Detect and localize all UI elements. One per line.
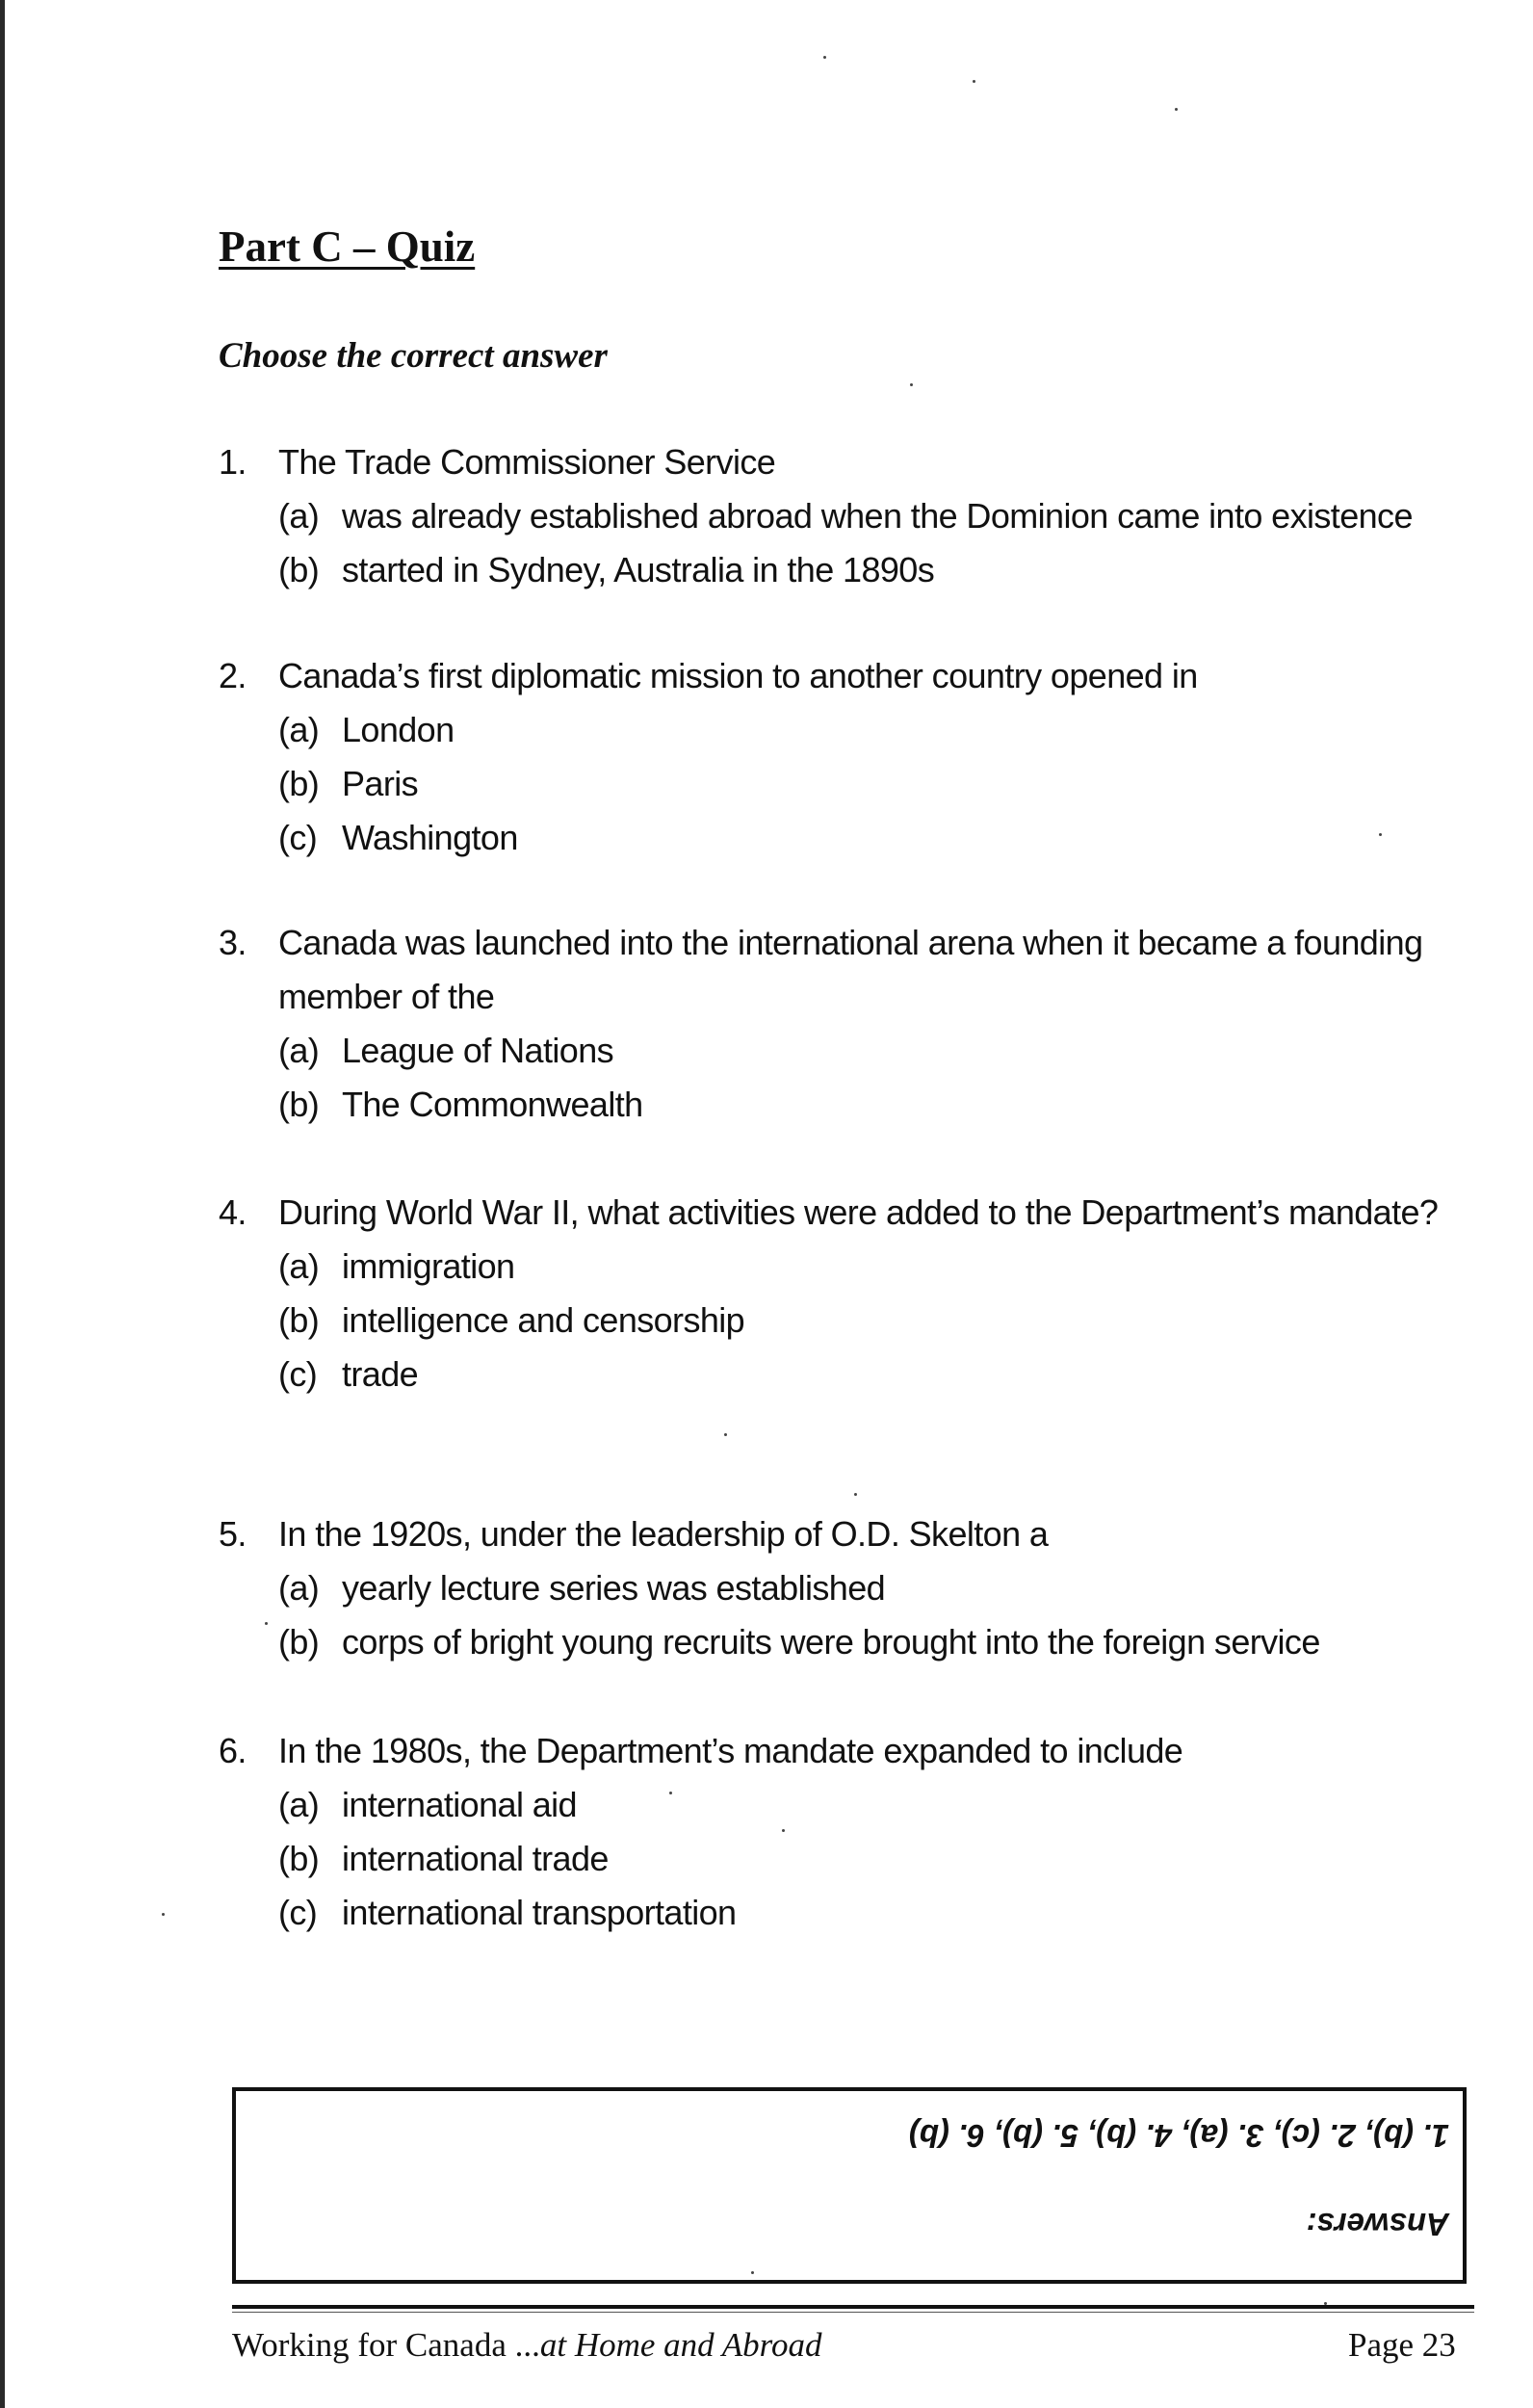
quiz-question [219, 1507, 1461, 1669]
answer-option [278, 1240, 1461, 1294]
option-letter: (a) [278, 1246, 320, 1286]
answer-option [278, 1886, 1461, 1940]
answer-option [278, 1615, 1461, 1669]
answer-options [278, 1561, 1461, 1669]
upside-down-answers [236, 2091, 1463, 2280]
answer-option [278, 489, 1461, 543]
answer-options [278, 703, 1461, 865]
answer-key-box [232, 2087, 1467, 2284]
option-text: intelligence and censorship [342, 1300, 745, 1340]
option-letter: (a) [278, 496, 320, 536]
answer-options [278, 1240, 1461, 1401]
publication-title-plain: Working for Canada ... [232, 2326, 540, 2364]
option-letter: (c) [278, 818, 318, 857]
option-letter: (c) [278, 1893, 318, 1932]
option-letter: (b) [278, 550, 320, 589]
option-text: London [342, 710, 455, 749]
question-number: 6. [219, 1731, 247, 1770]
question-text: In the 1980s, the Department’s mandate expanded to include [278, 1731, 1183, 1770]
answer-option [278, 757, 1461, 811]
answer-options [278, 489, 1461, 597]
answers-key: 1. (b), 2. (c), 3. (a), 4. (b), 5. (b), 6. (b) [908, 2118, 1449, 2154]
option-letter: (a) [278, 710, 320, 749]
option-letter: (a) [278, 1785, 320, 1824]
option-text: international trade [342, 1839, 609, 1878]
option-letter: (b) [278, 1622, 320, 1662]
question-number: 1. [219, 442, 247, 482]
option-text: started in Sydney, Australia in the 1890s [342, 550, 935, 589]
option-text: immigration [342, 1246, 515, 1286]
answer-option [278, 1024, 1461, 1078]
option-text: The Commonwealth [342, 1085, 643, 1124]
footer-rule [232, 2305, 1474, 2309]
option-letter: (b) [278, 764, 320, 803]
option-text: trade [342, 1354, 419, 1394]
answer-options [278, 1778, 1461, 1940]
question-number: 3. [219, 923, 247, 962]
option-text: yearly lecture series was established [342, 1568, 886, 1608]
footer-rule-thin [232, 2312, 1474, 2313]
option-letter: (b) [278, 1839, 320, 1878]
question-text: The Trade Commissioner Service [278, 442, 776, 482]
answer-option [278, 811, 1461, 865]
publication-title-italic: at Home and Abroad [539, 2326, 822, 2364]
question-text: Canada’s first diplomatic mission to another country opened in [278, 656, 1198, 695]
answer-option [278, 1348, 1461, 1401]
option-letter: (b) [278, 1300, 320, 1340]
answer-option [278, 1561, 1461, 1615]
question-text: During World War II, what activities were added to the Department’s mandate? [278, 1192, 1439, 1232]
option-letter: (b) [278, 1085, 320, 1124]
option-text: corps of bright young recruits were brought into the foreign service [342, 1622, 1320, 1662]
answer-options [278, 1024, 1461, 1132]
answer-option [278, 1778, 1461, 1832]
quiz-question [219, 916, 1461, 1132]
option-letter: (a) [278, 1031, 320, 1070]
option-text: Paris [342, 764, 419, 803]
quiz-question [219, 649, 1461, 865]
question-number: 5. [219, 1514, 247, 1554]
quiz-question [219, 435, 1461, 597]
option-letter: (c) [278, 1354, 318, 1394]
question-text: In the 1920s, under the leadership of O.D. Skelton a [278, 1514, 1049, 1554]
quiz-question [219, 1724, 1461, 1940]
question-text: Canada was launched into the international arena when it became a founding member of the [278, 923, 1423, 1016]
answer-option [278, 1294, 1461, 1348]
question-number: 4. [219, 1192, 247, 1232]
question-number: 2. [219, 656, 247, 695]
option-text: Washington [342, 818, 518, 857]
page-number: Page 23 [1348, 2326, 1456, 2364]
option-text: international transportation [342, 1893, 737, 1932]
quiz-question [219, 1186, 1461, 1401]
option-letter: (a) [278, 1568, 320, 1608]
publication-title [232, 2323, 822, 2368]
option-text: was already established abroad when the Dominion came into existence [342, 496, 1413, 536]
answer-option [278, 543, 1461, 597]
quiz-instruction: Choose the correct answer [219, 336, 608, 376]
page-title: Part C – Quiz [219, 222, 476, 271]
answers-label: Answers: [1306, 2207, 1449, 2242]
option-text: League of Nations [342, 1031, 614, 1070]
answer-option [278, 1078, 1461, 1132]
option-text: international aid [342, 1785, 577, 1824]
answer-option [278, 1832, 1461, 1886]
answer-option [278, 703, 1461, 757]
